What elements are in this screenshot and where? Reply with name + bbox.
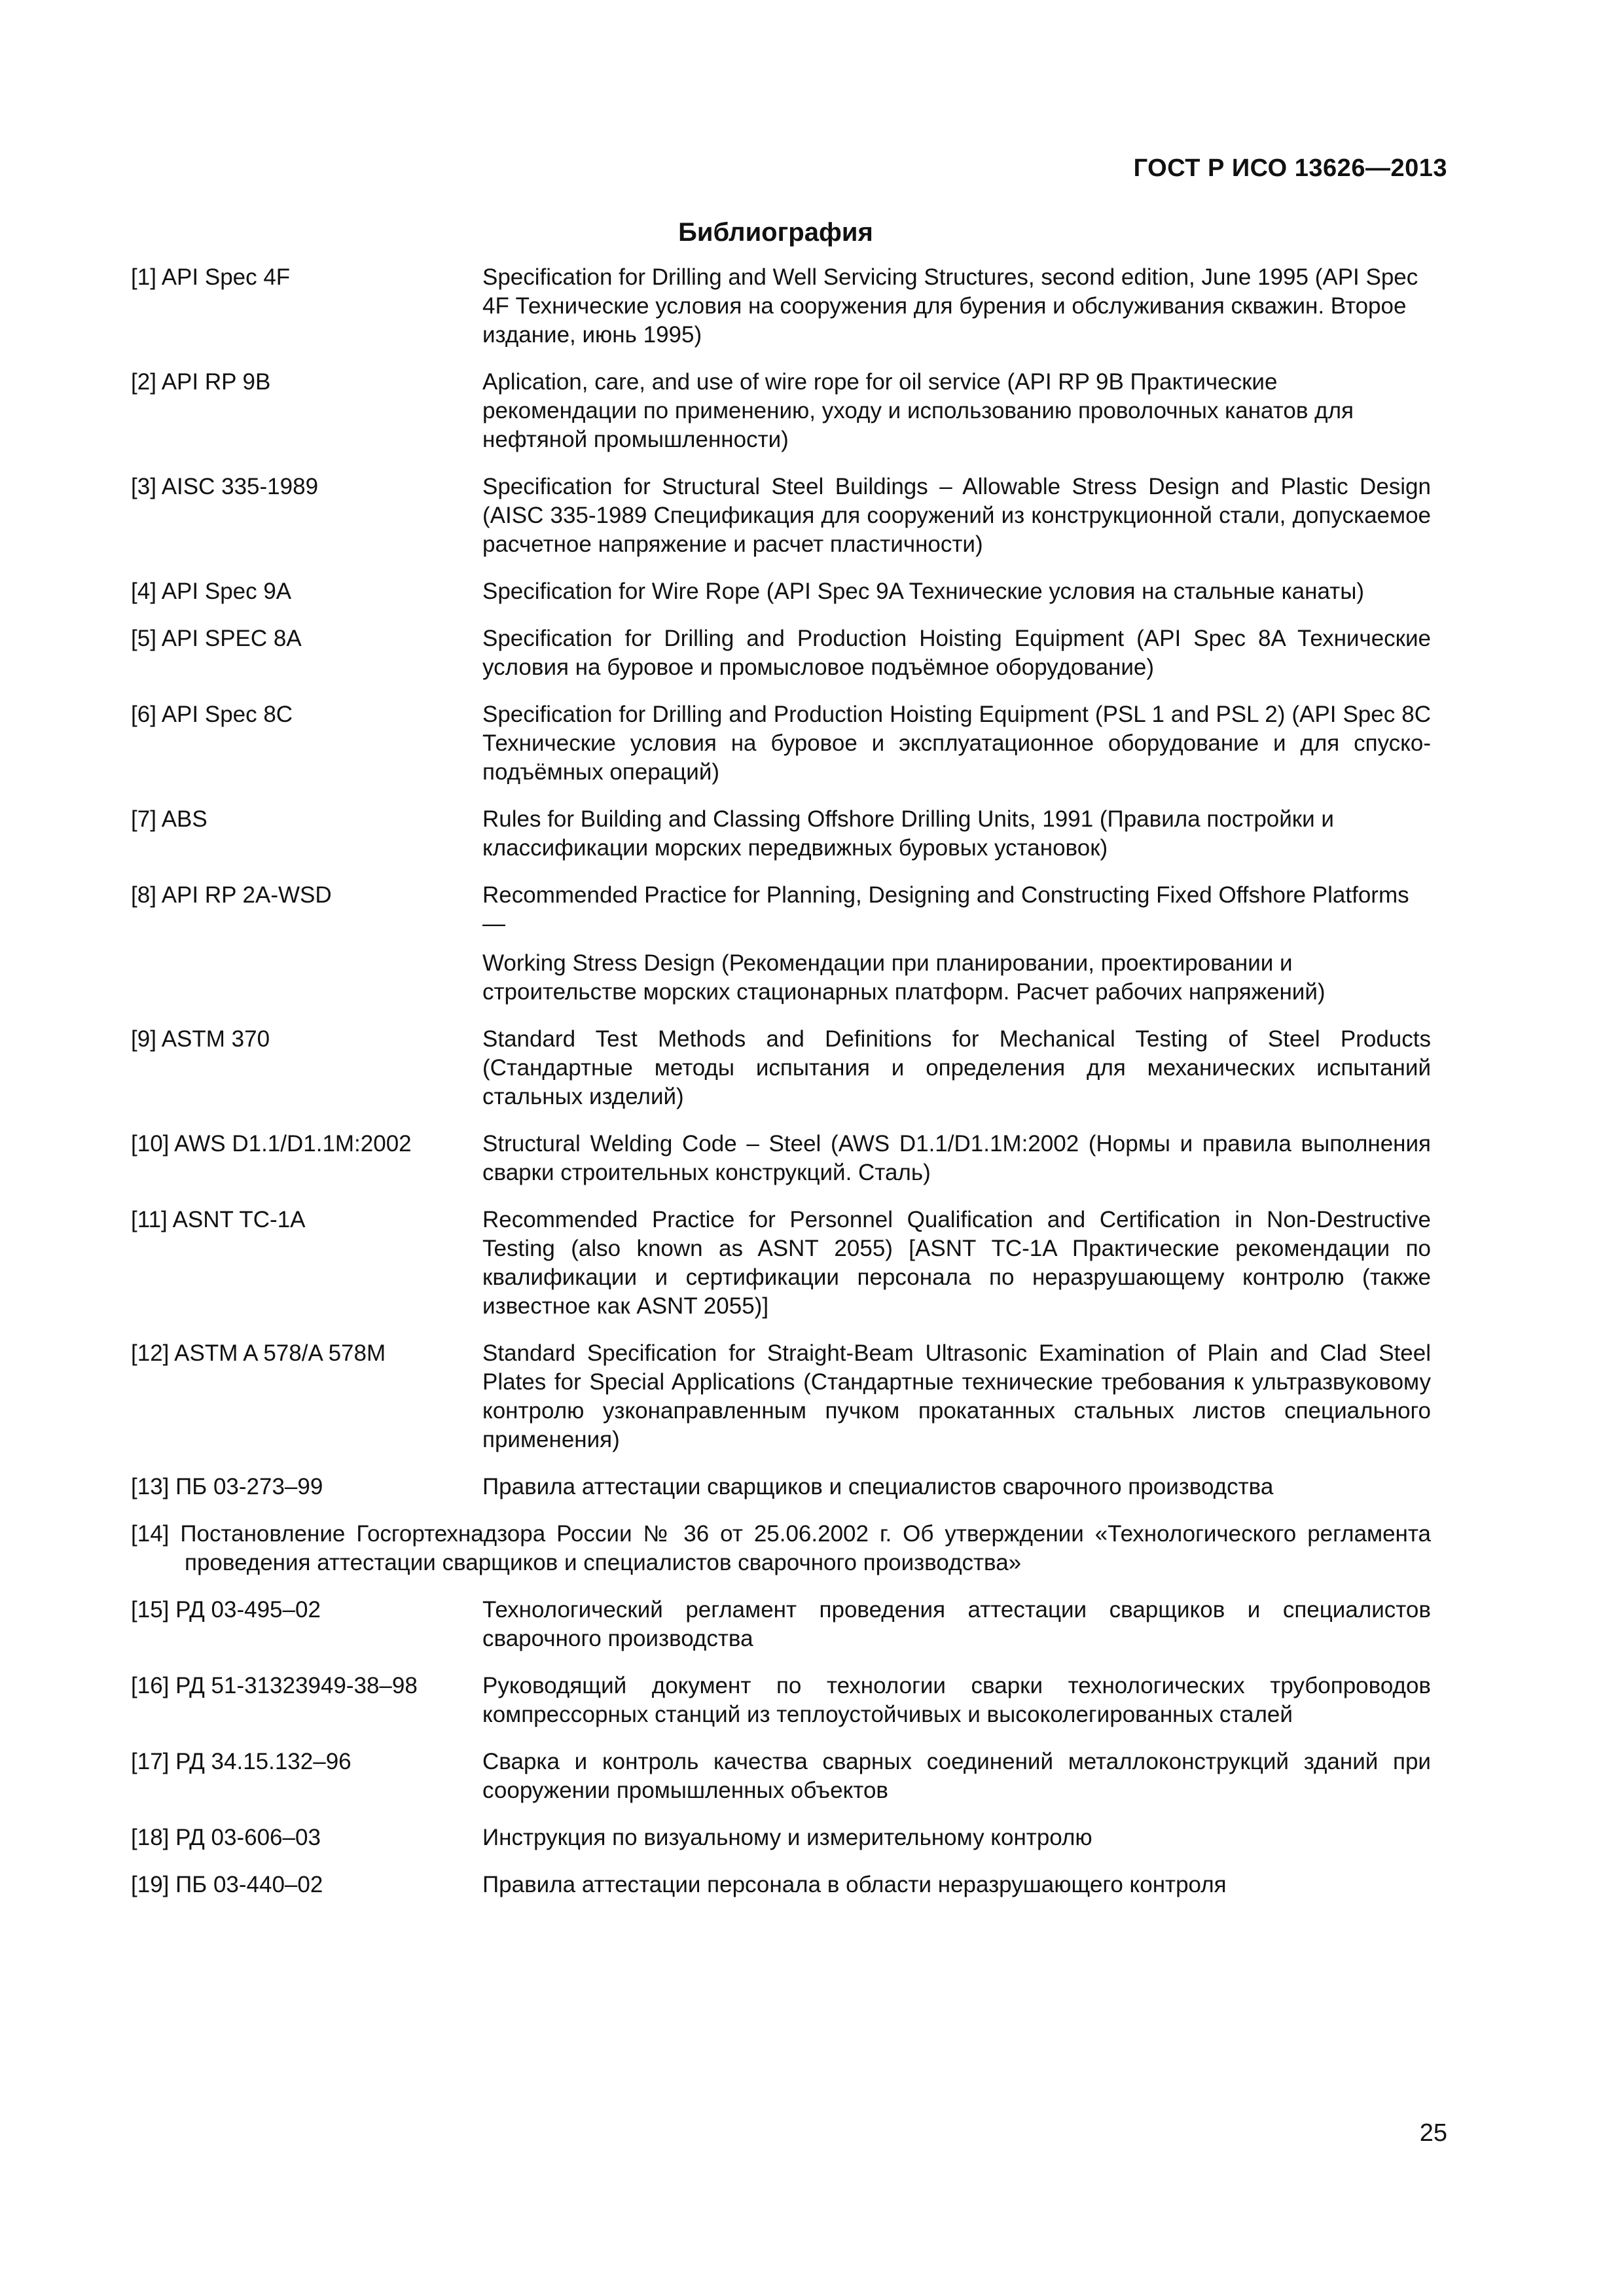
entry-description: Руководящий документ по технологии сварки технологических трубопроводов компрессорных станций из теплоустойчивых и высоколегированных сталей [482,1673,1431,1727]
bibliography-entry-12 [131,1339,1431,1454]
bibliography-entry-13 [131,1473,1431,1501]
entry-description: Инструкция по визуальному и измерительному контролю [482,1825,1092,1850]
entry-description: Specification for Structural Steel Buildings – Allowable Stress Design and Plastic Design (AISC 335-1989 Спецификация для сооружений из конструкционной стали, допускаемое расчетное напряжение и расчет пластичности) [482,474,1431,557]
entry-reference: [9] ASTM 370 [131,1026,270,1052]
entry-description: Specification for Drilling and Production Hoisting Equipment (API Spec 8A Технические условия на буровое и промысловое подъёмное оборудование) [482,626,1431,680]
entry-reference: [12] ASTM A 578/A 578M [131,1340,386,1366]
entry-reference: [3] AISC 335-1989 [131,474,319,499]
entry-reference: [10] AWS D1.1/D1.1M:2002 [131,1131,412,1157]
bibliography-entry-9 [131,1025,1431,1111]
entry-description: Specification for Drilling and Well Servicing Structures, second edition, June 1995 (API Spec 4F Технические условия на сооружения для бурения и обслуживания скважин. Второе издание, июнь 1995) [482,264,1418,348]
bibliography-entry-6 [131,700,1431,787]
entry-description-part-1: Recommended Practice for Planning, Designing and Constructing Fixed Offshore Platforms — [482,882,1409,937]
bibliography-entry-5 [131,624,1431,682]
entry-reference: [4] API Spec 9A [131,579,292,604]
entry-description: Сварка и контроль качества сварных соединений металлоконструкций зданий при сооружении промышленных объектов [482,1749,1431,1803]
entry-reference: [7] ABS [131,806,208,832]
entry-description: Structural Welding Code – Steel (AWS D1.1/D1.1M:2002 (Нормы и правила выполнения сварки строительных конструкций. Сталь) [482,1131,1431,1185]
entry-reference: [16] РД 51-31323949-38–98 [131,1673,418,1698]
entry-description: Specification for Drilling and Production Hoisting Equipment (PSL 1 and PSL 2) (API Spec 8C Технические условия на буровое и эксплуатационное оборудование и для спуско-подъёмных операций) [482,702,1431,785]
entry-description [482,881,1431,1007]
entry-reference: [18] РД 03-606–03 [131,1825,321,1850]
entry-reference: [6] API Spec 8C [131,702,293,727]
entry-description: Specification for Wire Rope (API Spec 9A Технические условия на стальные канаты) [482,579,1365,604]
bibliography-entry-2 [131,368,1431,454]
entry-reference: [1] API Spec 4F [131,264,291,290]
entry-reference: [17] РД 34.15.132–96 [131,1749,352,1774]
bibliography-entry-4 [131,577,1431,606]
bibliography-entry-3 [131,473,1431,559]
entry-description: Aplication, care, and use of wire rope for oil service (API RP 9B Практические рекомендации по применению, уходу и использованию проволочных канатов для нефтяной промышленности) [482,369,1354,452]
bibliography-entry-14: [14] Постановление Госгортехнадзора России № 36 от 25.06.2002 г. Об утверждении «Технологического регламента проведения аттестации сварщиков и специалистов сварочного производства» [131,1521,1431,1575]
bibliography-list [131,263,1431,1918]
entry-description: Технологический регламент проведения аттестации сварщиков и специалистов сварочного производства [482,1597,1431,1651]
bibliography-entry-15 [131,1596,1431,1653]
bibliography-entry-7 [131,805,1431,863]
entry-description: Recommended Practice for Personnel Qualification and Certification in Non-Destructive Testing (also known as ASNT 2055) [ASNT TC-1A Практические рекомендации по квалификации и сертификации персонала по неразрушающему контролю (также известное как ASNT 2055)] [482,1207,1431,1319]
entry-description: Standard Test Methods and Definitions for Mechanical Testing of Steel Products (Стандартные методы испытания и определения для механических испытаний стальных изделий) [482,1026,1431,1109]
bibliography-entry-16 [131,1672,1431,1729]
bibliography-entry-17 [131,1748,1431,1805]
entry-reference: [11] ASNT TC-1A [131,1207,306,1232]
entry-description: Правила аттестации персонала в области неразрушающего контроля [482,1872,1227,1897]
entry-description-part-2: Working Stress Design (Рекомендации при планировании, проектировании и строительстве морских стационарных платформ. Расчет рабочих напряжений) [482,950,1326,1005]
entry-reference: [19] ПБ 03-440–02 [131,1872,323,1897]
entry-description: Standard Specification for Straight-Beam Ultrasonic Examination of Plain and Clad Steel Plates for Special Applications (Стандартные технические требования к ультразвуковому контролю узконаправленным пучком прокатанных стальных листов специального применения) [482,1340,1431,1452]
entry-reference: [15] РД 03-495–02 [131,1597,321,1623]
bibliography-entry-18 [131,1823,1431,1852]
entry-description: Правила аттестации сварщиков и специалистов сварочного производства [482,1474,1274,1499]
bibliography-entry-11 [131,1206,1431,1321]
bibliography-entry-1 [131,263,1431,350]
bibliography-entry-19 [131,1871,1431,1899]
entry-reference: [2] API RP 9B [131,369,271,395]
entry-reference: [13] ПБ 03-273–99 [131,1474,323,1499]
page-number: 25 [1419,2119,1447,2147]
bibliography-title: Библиография [678,218,873,247]
bibliography-entry-8 [131,881,1431,1007]
bibliography-entry-10 [131,1130,1431,1187]
entry-reference: [5] API SPEC 8A [131,626,302,651]
document-code-header: ГОСТ Р ИСО 13626—2013 [1133,154,1447,182]
entry-description: Rules for Building and Classing Offshore Drilling Units, 1991 (Правила постройки и классификации морских передвижных буровых установок) [482,806,1334,861]
entry-reference: [8] API RP 2A-WSD [131,882,332,908]
